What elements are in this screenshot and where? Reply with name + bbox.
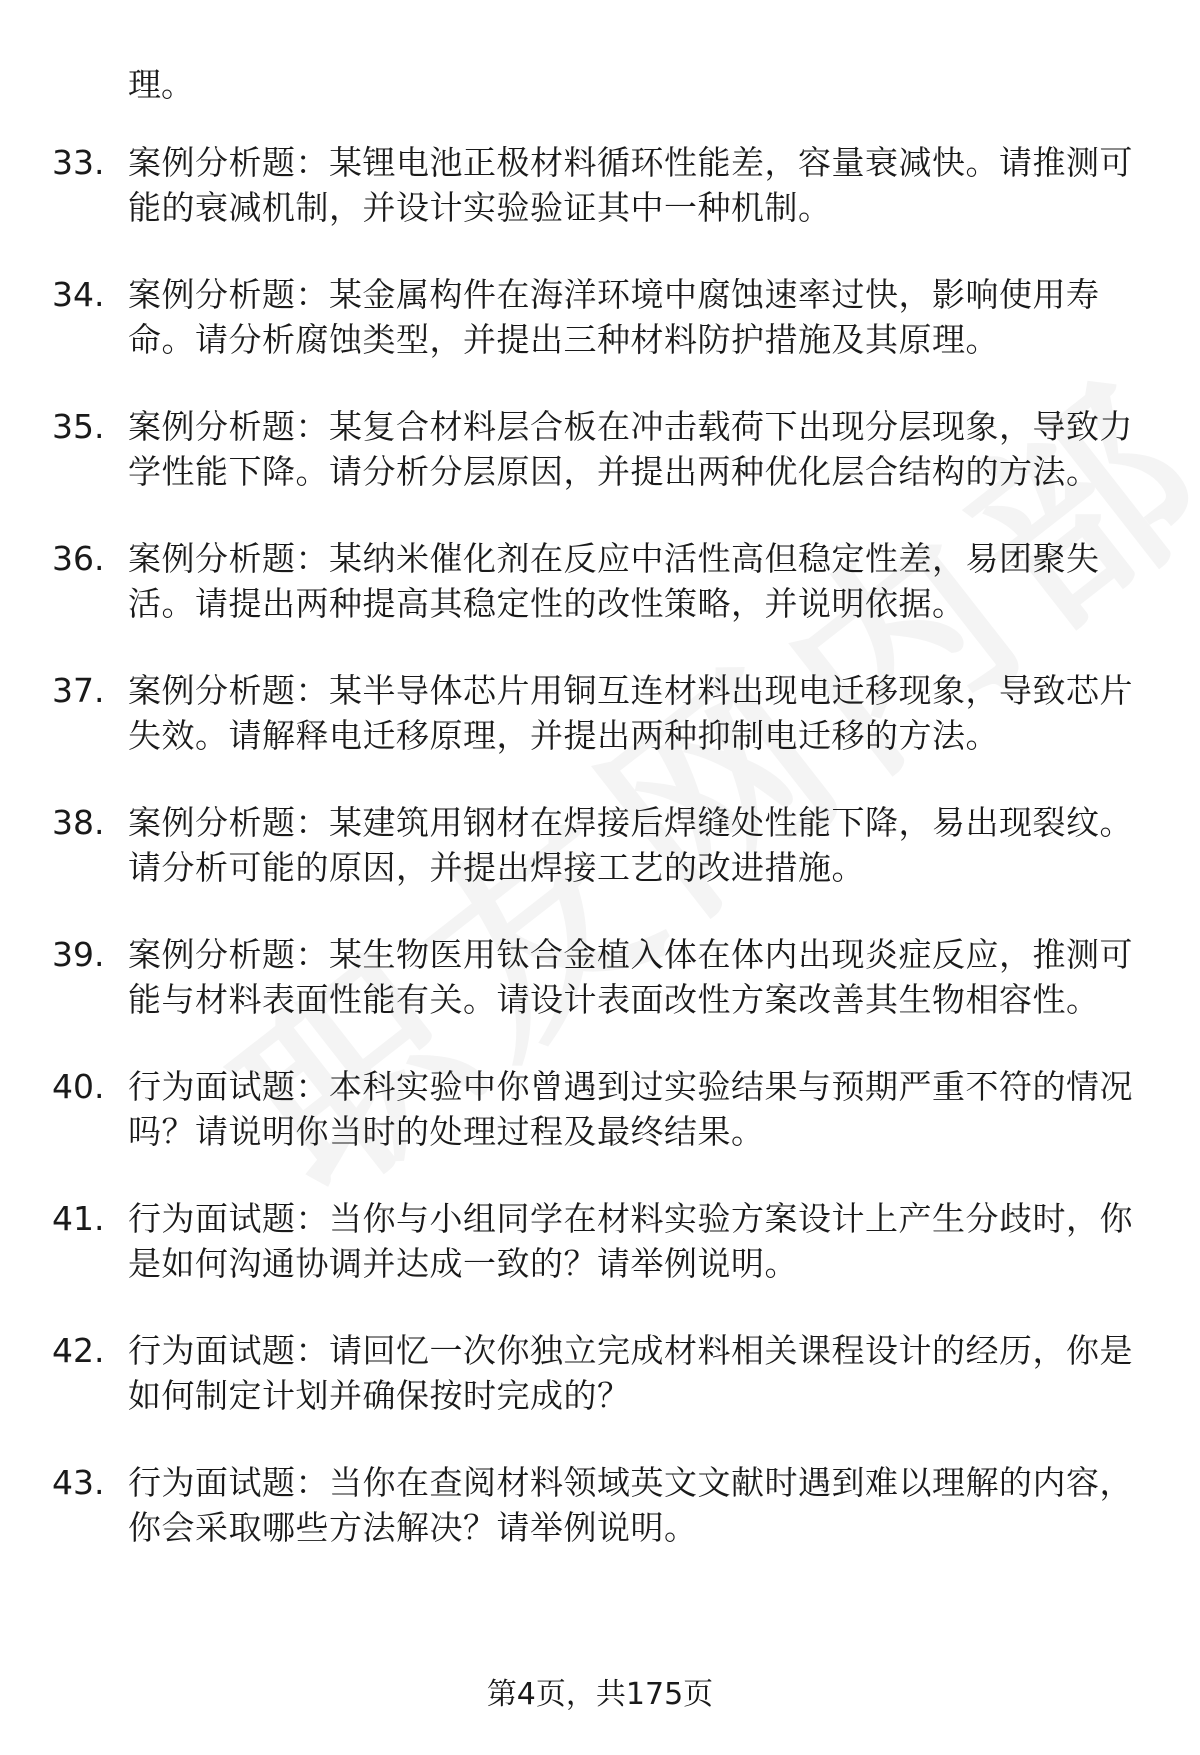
question-number: 38. xyxy=(52,803,105,842)
question-item xyxy=(0,272,1200,362)
question-number: 37. xyxy=(52,671,105,710)
question-text: 案例分析题：某金属构件在海洋环境中腐蚀速率过快，影响使用寿命。请分析腐蚀类型，并提出三种材料防护措施及其原理。 xyxy=(128,275,1100,359)
question-list xyxy=(0,140,1200,1592)
question-item xyxy=(0,668,1200,758)
question-number: 40. xyxy=(52,1067,105,1106)
question-number: 34. xyxy=(52,275,105,314)
question-number: 36. xyxy=(52,539,105,578)
question-number: 39. xyxy=(52,935,105,974)
question-number: 43. xyxy=(52,1463,105,1502)
question-item xyxy=(0,1196,1200,1286)
question-text: 案例分析题：某锂电池正极材料循环性能差，容量衰减快。请推测可能的衰减机制，并设计实验验证其中一种机制。 xyxy=(128,143,1133,227)
question-text: 行为面试题：请回忆一次你独立完成材料相关课程设计的经历，你是如何制定计划并确保按时完成的？ xyxy=(128,1331,1133,1415)
question-item xyxy=(0,140,1200,230)
question-number: 42. xyxy=(52,1331,105,1370)
question-item xyxy=(0,932,1200,1022)
page-number-footer: 第4页，共175页 xyxy=(486,1677,714,1712)
question-text: 行为面试题：当你在查阅材料领域英文文献时遇到难以理解的内容，你会采取哪些方法解决？请举例说明。 xyxy=(128,1463,1133,1547)
question-number: 33. xyxy=(52,143,105,182)
question-text: 案例分析题：某复合材料层合板在冲击载荷下出现分层现象，导致力学性能下降。请分析分层原因，并提出两种优化层合结构的方法。 xyxy=(128,407,1133,491)
question-number: 35. xyxy=(52,407,105,446)
continuation-text: 理。 xyxy=(128,65,194,104)
question-item xyxy=(0,536,1200,626)
question-text: 案例分析题：某生物医用钛合金植入体在体内出现炎症反应，推测可能与材料表面性能有关。请设计表面改性方案改善其生物相容性。 xyxy=(128,935,1133,1019)
question-text: 案例分析题：某半导体芯片用铜互连材料出现电迁移现象，导致芯片失效。请解释电迁移原理，并提出两种抑制电迁移的方法。 xyxy=(128,671,1133,755)
question-text: 行为面试题：本科实验中你曾遇到过实验结果与预期严重不符的情况吗？请说明你当时的处理过程及最终结果。 xyxy=(128,1067,1133,1151)
question-item xyxy=(0,1460,1200,1550)
question-number: 41. xyxy=(52,1199,105,1238)
question-item xyxy=(0,404,1200,494)
question-item xyxy=(0,800,1200,890)
question-text: 案例分析题：某建筑用钢材在焊接后焊缝处性能下降，易出现裂纹。请分析可能的原因，并提出焊接工艺的改进措施。 xyxy=(128,803,1133,887)
question-text: 行为面试题：当你与小组同学在材料实验方案设计上产生分歧时，你是如何沟通协调并达成一致的？请举例说明。 xyxy=(128,1199,1133,1283)
question-item xyxy=(0,1064,1200,1154)
question-text: 案例分析题：某纳米催化剂在反应中活性高但稳定性差，易团聚失活。请提出两种提高其稳定性的改性策略，并说明依据。 xyxy=(128,539,1100,623)
question-item xyxy=(0,1328,1200,1418)
